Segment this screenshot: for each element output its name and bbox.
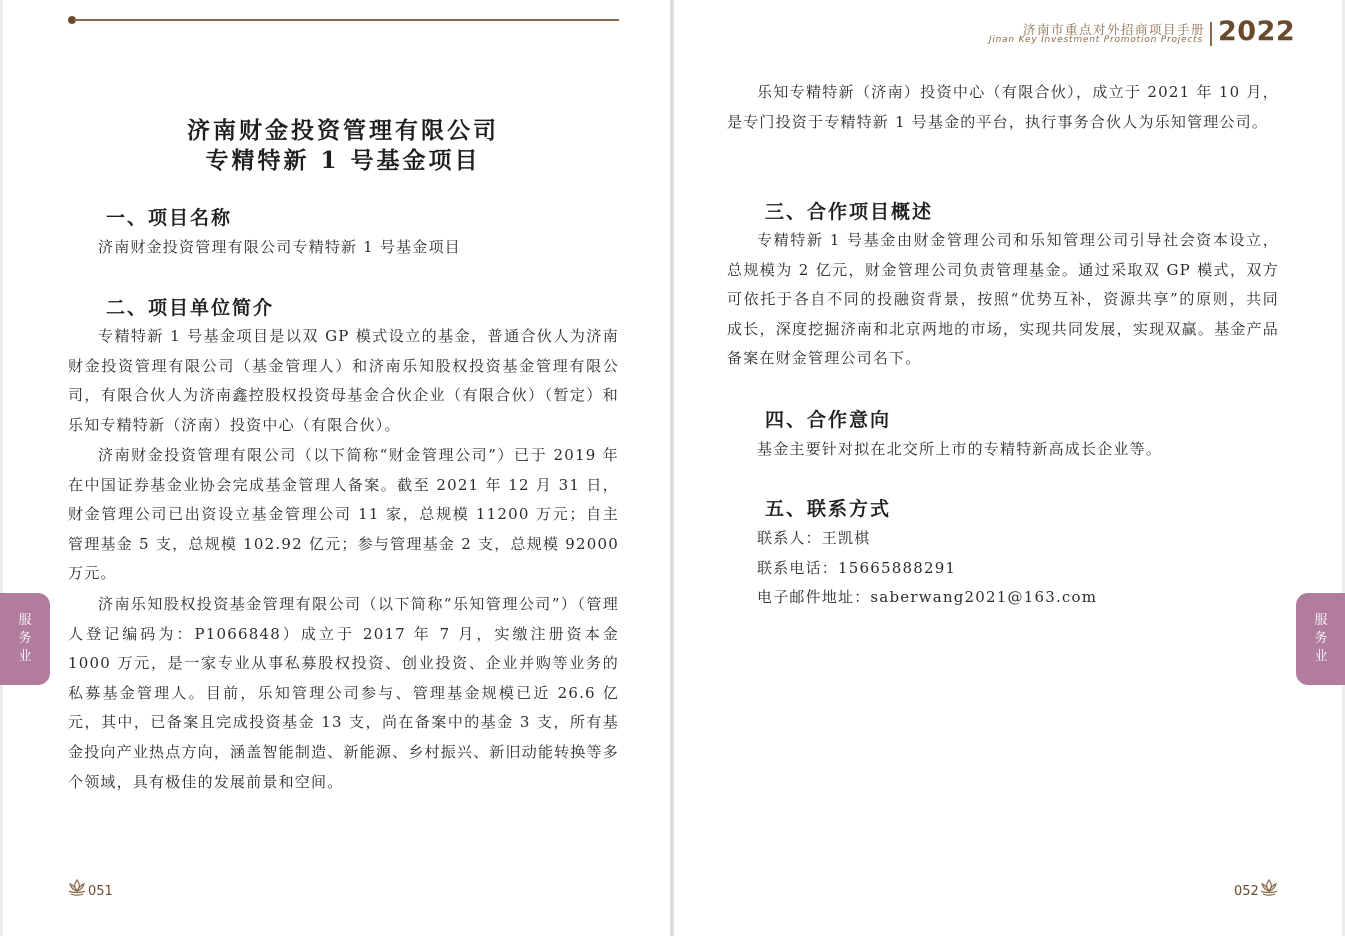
section1-text: 济南财金投资管理有限公司专精特新 1 号基金项目: [98, 238, 461, 256]
document-title-line1: 济南财金投资管理有限公司: [187, 117, 499, 144]
header-year: 2022: [1218, 16, 1296, 47]
contact-phone: 联系电话：15665888291: [757, 559, 957, 577]
right-page: [672, 0, 1345, 936]
header-divider: [1210, 22, 1212, 46]
header-title: 济南市重点对外招商项目手册: [1022, 22, 1205, 37]
side-tab-label: 服 务 业: [18, 613, 32, 664]
section4-text: 基金主要针对拟在北交所上市的专精特新高成长企业等。: [757, 440, 1163, 458]
section3-text: 专精特新 1 号基金由财金管理公司和乐知管理公司引导社会资本设立，总规模为 2 亿元，财金管理公司负责管理基金。通过采取双 GP 模式，双方可依托于各自不同的投融资背景，按照“优势互补，资源共享”的原则，共同成长，深度挖掘济南和北京两地的市场，实现共同发展，实现双赢。基金产品备案在财金管理公司名下。: [727, 231, 1279, 368]
section3-heading: 三、合作项目概述: [765, 201, 934, 223]
section1-heading: 一、项目名称: [106, 207, 233, 229]
page-number-right: 052: [1234, 884, 1259, 899]
page-edge-left: [0, 0, 3, 936]
book-spine: [670, 0, 674, 936]
section5-heading: 五、联系方式: [765, 498, 892, 520]
section2-paragraph-2: 济南财金投资管理有限公司（以下简称“财金管理公司”）已于 2019 年在中国证券基金业协会完成基金管理人备案。截至 2021 年 12 月 31 日，财金管理公司已出资设立基金管理公司 11 家，总规模 11200 万元；自主管理基金 5 支，总规模 102.92 亿元；参与管理基金 2 支，总规模 92000 万元。: [68, 446, 619, 583]
contact-email: 电子邮件地址：saberwang2021@163.com: [757, 588, 1098, 606]
side-tab-right[interactable]: [1296, 593, 1345, 685]
lotus-icon: [1258, 876, 1280, 898]
header-subtitle: Jinan Key Investment Promotion Projects: [988, 35, 1203, 45]
section2-heading: 二、项目单位简介: [106, 297, 275, 319]
lotus-icon: [66, 876, 88, 898]
page-number-left: 051: [88, 884, 113, 899]
top-rule: [74, 19, 619, 21]
section4-heading: 四、合作意向: [765, 409, 892, 431]
section2-paragraph-4: 乐知专精特新（济南）投资中心（有限合伙），成立于 2021 年 10 月，是专门投资于专精特新 1 号基金的平台，执行事务合伙人为乐知管理公司。: [727, 83, 1279, 131]
document-title-line2: 专精特新 1 号基金项目: [205, 147, 481, 174]
side-tab-label: 服 务 业: [1314, 613, 1328, 664]
section2-paragraph-3: 济南乐知股权投资基金管理有限公司（以下简称“乐知管理公司”）（管理人登记编码为：P1066848）成立于 2017 年 7 月，实缴注册资本金 1000 万元，是一家专业从事私募股权投资、创业投资、企业并购等业务的私募基金管理人。目前，乐知管理公司参与、管理基金规模已近 26.6 亿元，其中，已备案且完成投资基金 13 支，尚在备案中的基金 3 支，所有基金投向产业热点方向，涵盖智能制造、新能源、乡村振兴、新旧动能转换等多个领域，具有极佳的发展前景和空间。: [68, 595, 619, 791]
contact-person: 联系人：王凯棋: [757, 529, 871, 547]
section2-paragraph-1: 专精特新 1 号基金项目是以双 GP 模式设立的基金，普通合伙人为济南财金投资管理有限公司（基金管理人）和济南乐知股权投资基金管理有限公司，有限合伙人为济南鑫控股权投资母基金合伙企业（有限合伙）（暂定）和乐知专精特新（济南）投资中心（有限合伙）。: [68, 327, 619, 434]
side-tab-left[interactable]: [0, 593, 50, 685]
